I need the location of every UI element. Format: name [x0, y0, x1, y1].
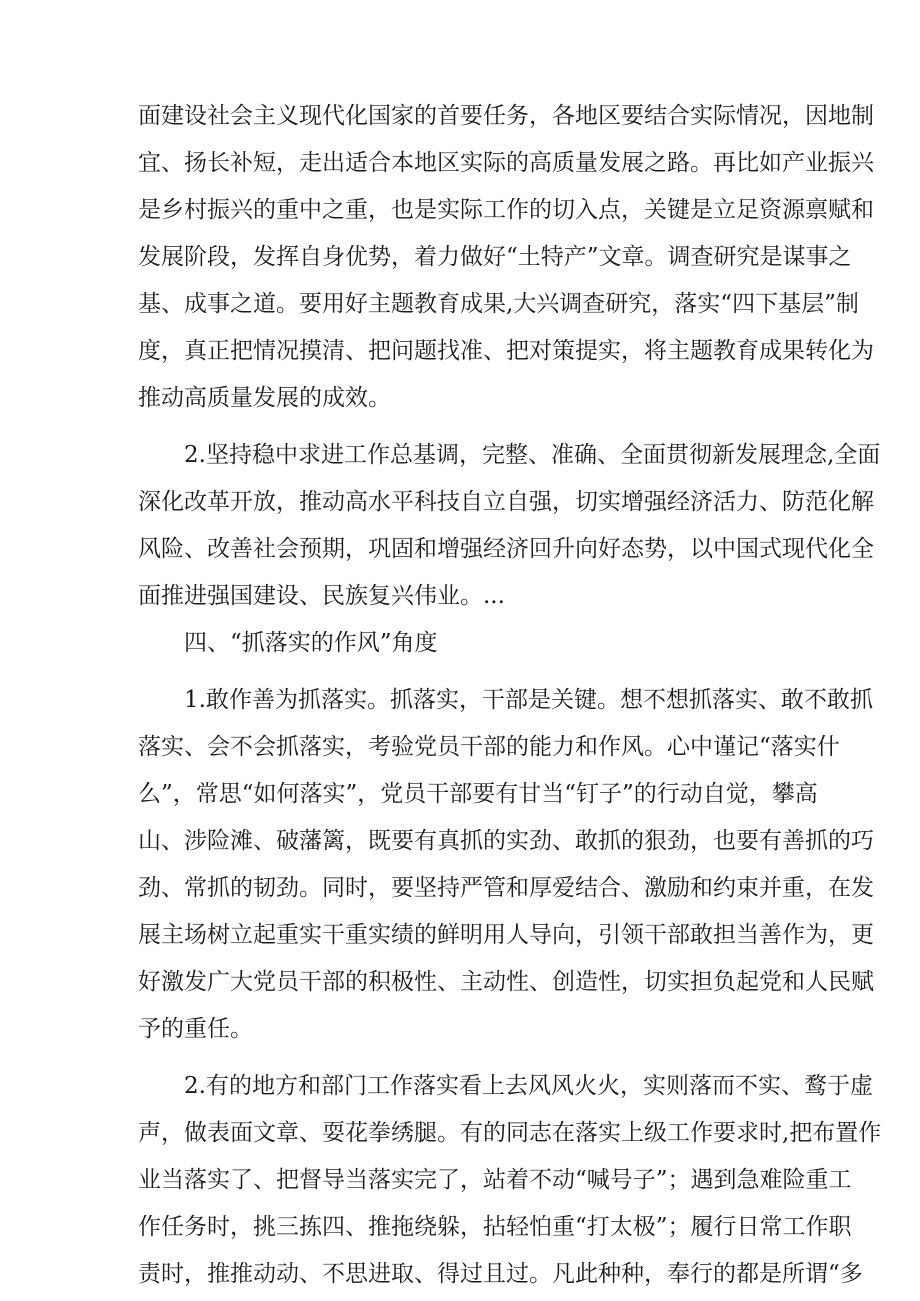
text-line: 予的重任。	[138, 1016, 253, 1042]
text-line: 面建设社会主义现代化国家的首要任务，各地区要结合实际情况，因地制	[138, 103, 874, 129]
text-line: 山、涉险滩、破藩篱，既要有真抓的实劲、敢抓的狠劲，也要有善抓的巧	[138, 828, 874, 854]
text-line: 责时，推推动动、不思进取、得过且过。凡此种种，奉行的都是所谓“多	[138, 1261, 863, 1287]
section-heading: 四、“抓落实的作风”角度	[184, 630, 438, 656]
text-line: 深化改革开放，推动高水平科技自立自强，切实增强经济活力、防范化解	[138, 489, 874, 515]
text-line: 1.敢作善为抓落实。抓落实，干部是关键。想不想抓落实、敢不敢抓	[184, 687, 873, 713]
text-line: 宜、扬长补短，走出适合本地区实际的高质量发展之路。再比如产业振兴	[138, 150, 874, 176]
text-line: 推动高质量发展的成效。	[138, 385, 391, 411]
text-line: 2.有的地方和部门工作落实看上去风风火火，实则落而不实、鹜于虚	[184, 1073, 873, 1099]
text-line: 2.坚持稳中求进工作总基调，完整、准确、全面贯彻新发展理念,全面	[184, 442, 881, 468]
text-line: 度，真正把情况摸清、把问题找准、把对策提实，将主题教育成果转化为	[138, 338, 874, 364]
text-line: 是乡村振兴的重中之重，也是实际工作的切入点，关键是立足资源禀赋和	[138, 197, 874, 223]
text-line: 作任务时，挑三拣四、推拖绕躲，拈轻怕重“打太极”；履行日常工作职	[138, 1214, 852, 1240]
text-line: 劲、常抓的韧劲。同时，要坚持严管和厚爱结合、激励和约束并重，在发	[138, 875, 874, 901]
text-line: 声，做表面文章、耍花拳绣腿。有的同志在落实上级工作要求时,把布置作	[138, 1120, 882, 1146]
text-line: 好激发广大党员干部的积极性、主动性、创造性，切实担负起党和人民赋	[138, 969, 874, 995]
text-line: 落实、会不会抓落实，考验党员干部的能力和作风。心中谨记“落实什	[138, 734, 840, 760]
text-line: 风险、改善社会预期，巩固和增强经济回升向好态势，以中国式现代化全	[138, 536, 874, 562]
text-line: 展主场树立起重实干重实绩的鲜明用人导向，引领干部敢担当善作为，更	[138, 922, 874, 948]
text-line: 发展阶段，发挥自身优势，着力做好“土特产”文章。调查研究是谋事之	[138, 244, 852, 270]
text-line: 基、成事之道。要用好主题教育成果,大兴调查研究，落实“四下基层”制	[138, 291, 859, 317]
text-line: 业当落实了、把督导当落实完了，站着不动“喊号子”；遇到急难险重工	[138, 1167, 852, 1193]
text-line: 么”，常思“如何落实”，党员干部要有甘当“钉子”的行动自觉，攀高	[138, 781, 818, 807]
text-line: 面推进强国建设、民族复兴伟业。...	[138, 583, 505, 609]
